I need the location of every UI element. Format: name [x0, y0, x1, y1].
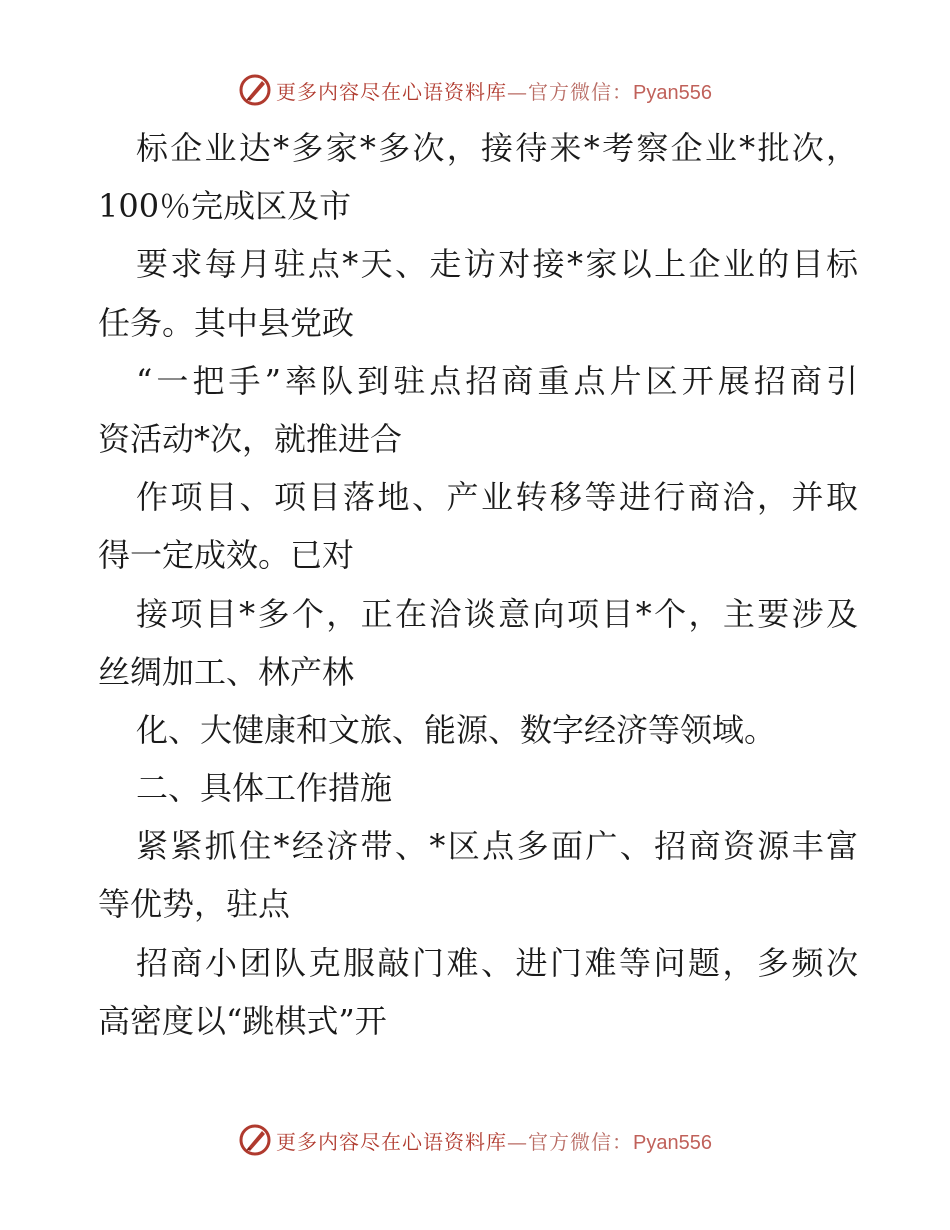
banner-wechat-label: —官方微信： — [507, 79, 634, 104]
banner-title: 更多内容尽在心语资料库 — [276, 1129, 508, 1154]
section-heading: 二、具体工作措施 — [136, 769, 393, 808]
header-banner[interactable] — [0, 70, 950, 110]
text-line: 丝绸加工、林产林 — [98, 652, 355, 691]
text-line: “一把手”率队到驻点招商重点片区开展招商引 — [136, 361, 858, 400]
banner-wechat-id: Pyan556 — [633, 81, 712, 104]
text-line: 接项目*多个，正在洽谈意向项目*个，主要涉及 — [136, 594, 858, 633]
feather-pen-logo-icon — [238, 73, 272, 107]
banner-wechat-id: Pyan556 — [633, 1131, 712, 1154]
text-line: 要求每月驻点*天、走访对接*家以上企业的目标 — [136, 245, 858, 284]
text-line: 招商小团队克服敲门难、进门难等问题，多频次 — [136, 943, 858, 982]
text-line: 作项目、项目落地、产业转移等进行商洽，并取 — [136, 478, 858, 517]
text-line: 任务。其中县党政 — [98, 303, 355, 342]
text-line: 高密度以“跳棋式”开 — [98, 1001, 387, 1040]
text-line: 得一定成效。已对 — [98, 536, 355, 575]
text-line: 100％完成区及市 — [98, 187, 352, 226]
footer-banner[interactable] — [0, 1120, 950, 1160]
body-text — [98, 119, 858, 1050]
banner-wechat-label: —官方微信： — [507, 1129, 634, 1154]
text-line: 资活动*次，就推进合 — [98, 419, 403, 458]
banner-text — [276, 76, 712, 105]
feather-pen-logo-icon — [238, 1123, 272, 1157]
banner-text — [276, 1126, 712, 1155]
text-line: 紧紧抓住*经济带、*区点多面广、招商资源丰富 — [136, 827, 858, 866]
text-line: 等优势，驻点 — [98, 885, 291, 924]
text-line: 标企业达*多家*多次，接待来*考察企业*批次， — [136, 129, 858, 167]
banner-title: 更多内容尽在心语资料库 — [276, 79, 508, 104]
text-line: 化、大健康和文旅、能源、数字经济等领域。 — [136, 710, 777, 749]
